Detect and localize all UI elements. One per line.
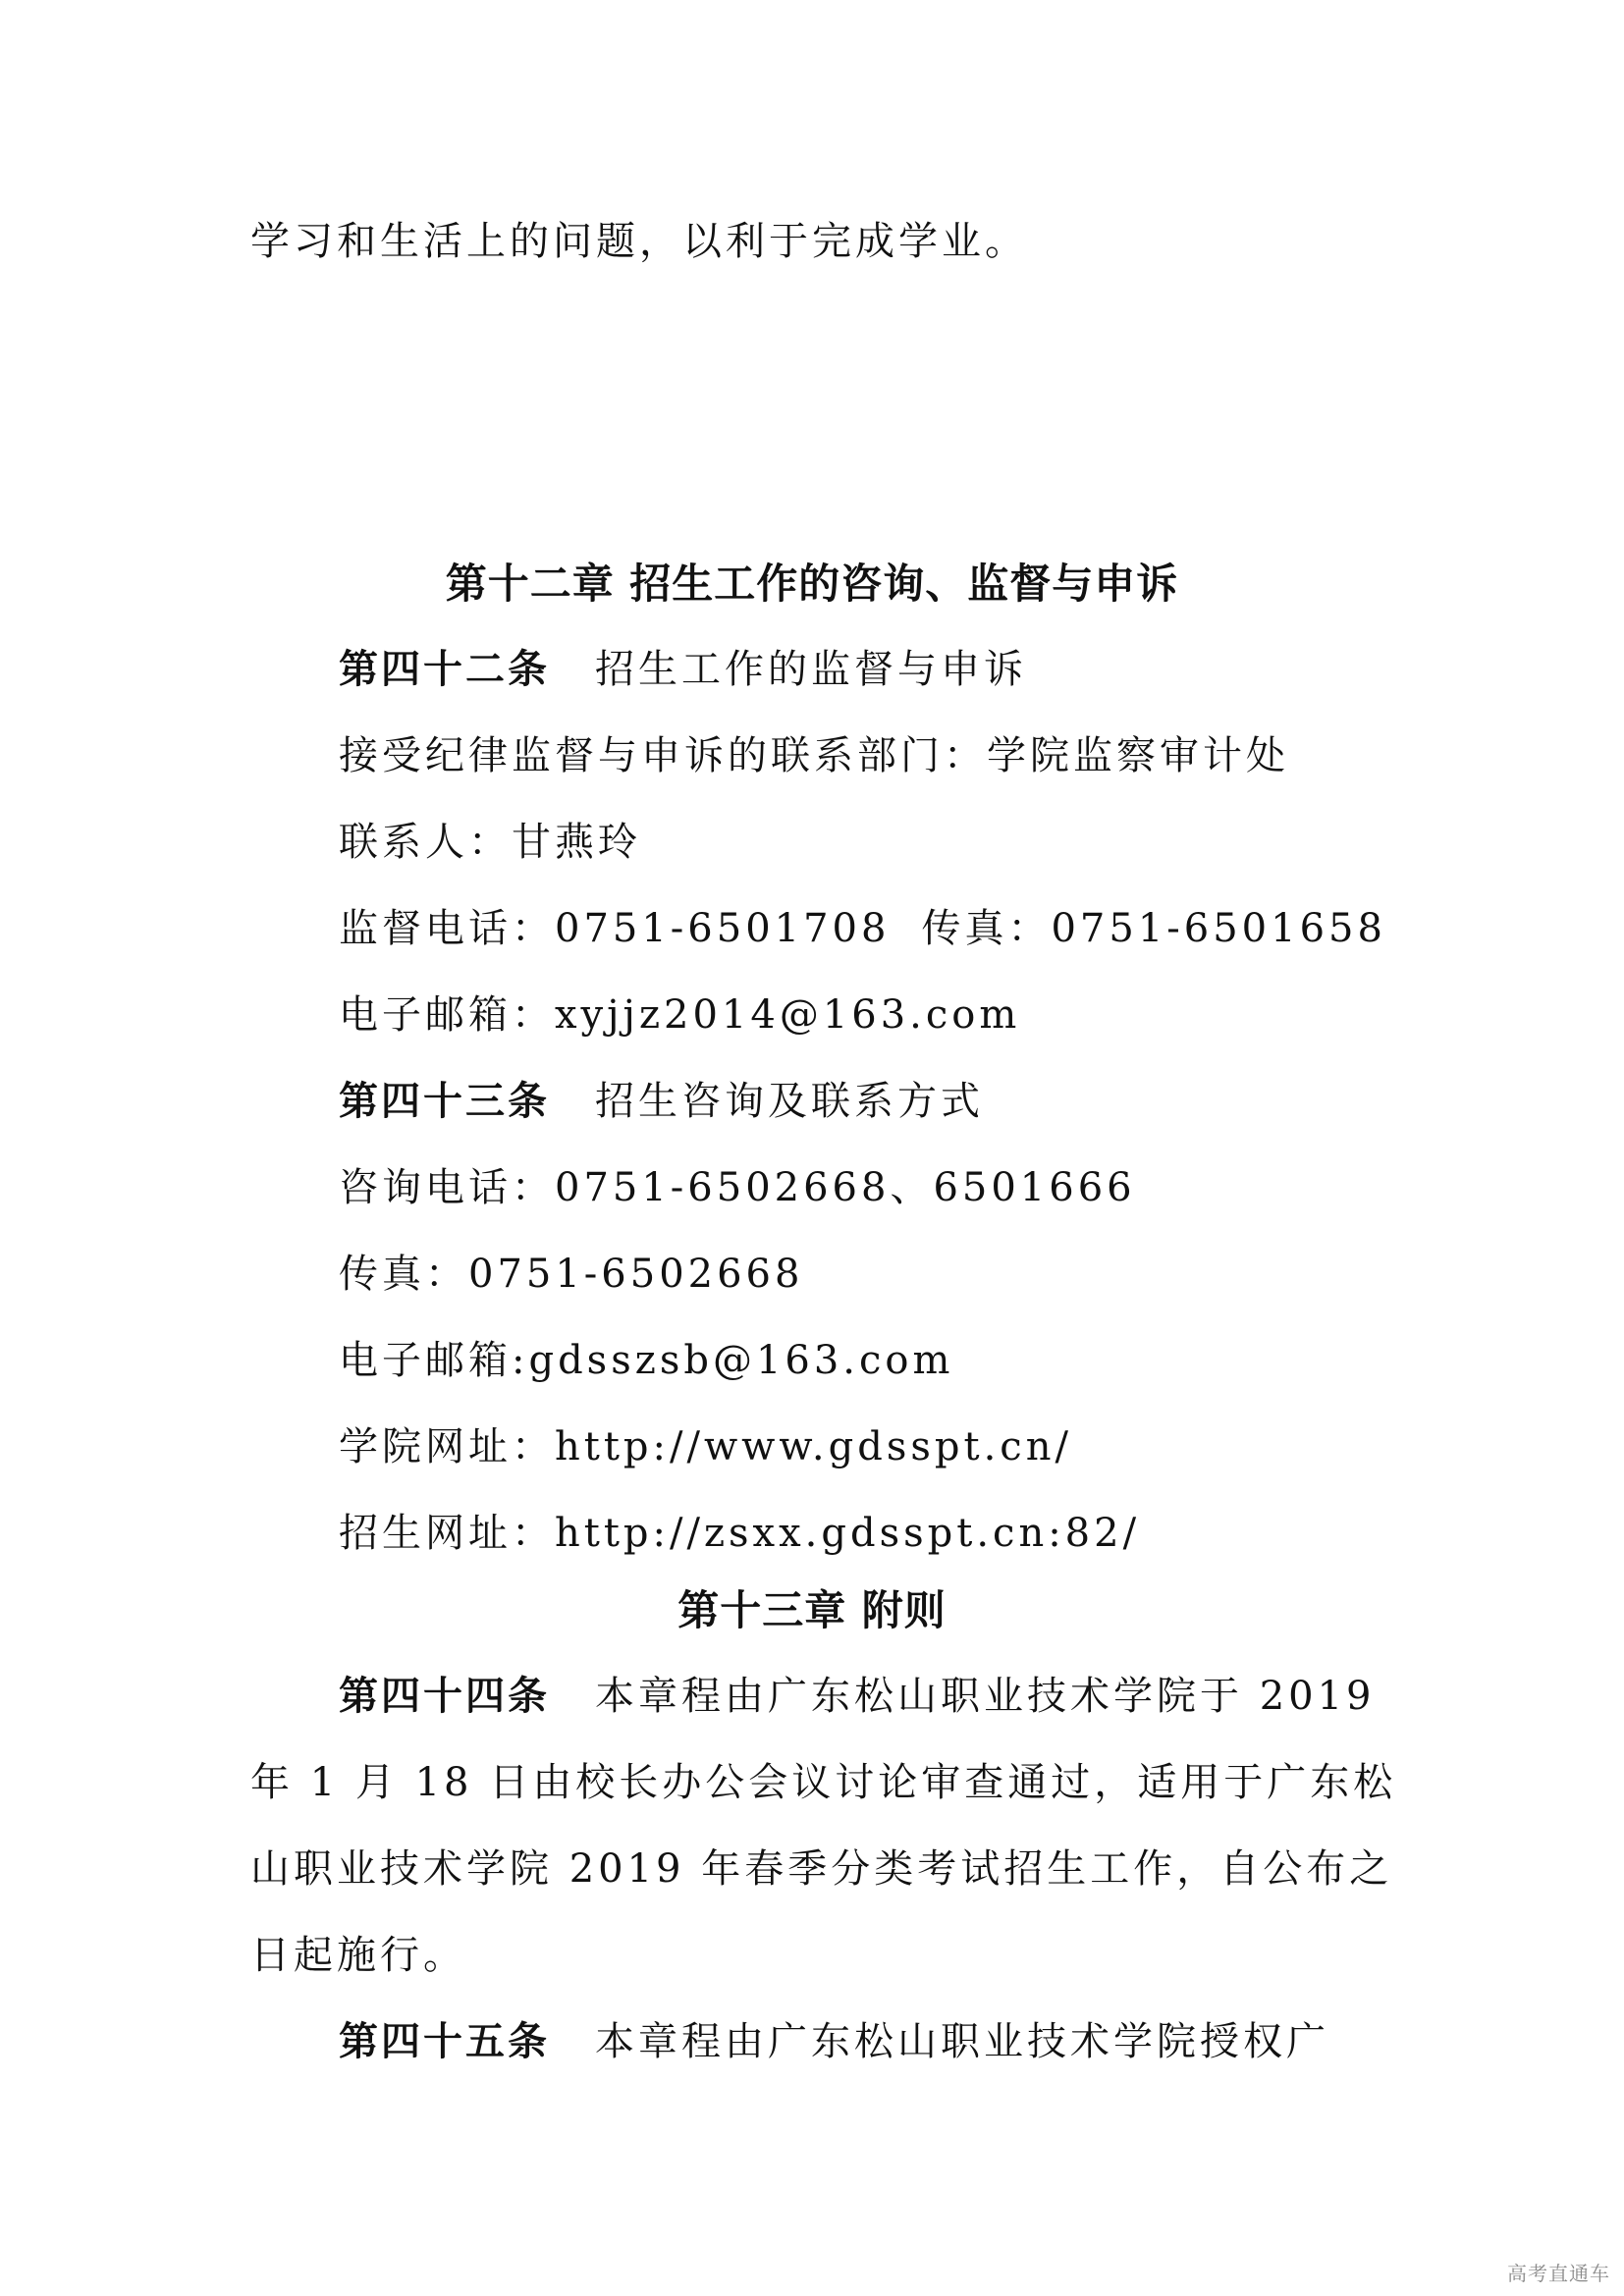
supervision-phone: 监督电话：0751-6501708 [339,906,891,951]
consultation-email: 电子邮箱:gdsszsb@163.com [339,1338,954,1383]
supervision-phone-fax [339,905,1386,952]
article-42-heading [339,646,1027,693]
article-45-line-1 [339,2018,1329,2065]
supervision-fax: 传真：0751-6501658 [921,906,1386,951]
supervision-email: 电子邮箱：xyjjz2014@163.com [339,992,1021,1038]
chapter-12-title: 第十二章 招生工作的咨询、监督与申诉 [445,560,1179,608]
supervision-contact-person: 联系人：甘燕玲 [339,820,641,865]
article-44-line-1 [339,1673,1376,1720]
article-44-label: 第四十四条 [339,1674,550,1719]
consultation-fax: 传真：0751-6502668 [339,1252,804,1297]
article-44-line-4: 日起施行。 [250,1933,466,1978]
article-44-text-1: 本章程由广东松山职业技术学院于 2019 [595,1674,1376,1719]
article-44-line-2: 年 1 月 18 日由校长办公会议讨论审查通过，适用于广东松 [250,1760,1397,1805]
article-42-label: 第四十二条 [339,647,550,692]
article-43-heading [339,1078,984,1125]
article-44-line-3: 山职业技术学院 2019 年春季分类考试招生工作，自公布之 [250,1846,1393,1892]
continued-paragraph: 学习和生活上的问题，以利于完成学业。 [250,219,1028,264]
consultation-phone: 咨询电话：0751-6502668、6501666 [339,1165,1136,1210]
college-website: 学院网址：http://www.gdsspt.cn/ [339,1424,1072,1469]
chapter-13-title: 第十三章 附则 [677,1586,947,1634]
admission-website: 招生网址：http://zsxx.gdsspt.cn:82/ [339,1511,1141,1556]
article-45-label: 第四十五条 [339,2019,550,2064]
article-45-text-1: 本章程由广东松山职业技术学院授权广 [595,2019,1329,2064]
article-42-title: 招生工作的监督与申诉 [595,647,1027,692]
supervision-department: 接受纪律监督与申诉的联系部门：学院监察审计处 [339,733,1289,778]
watermark-text: 高考直通车 [1507,2262,1610,2285]
article-43-title: 招生咨询及联系方式 [595,1079,984,1124]
article-43-label: 第四十三条 [339,1079,550,1124]
